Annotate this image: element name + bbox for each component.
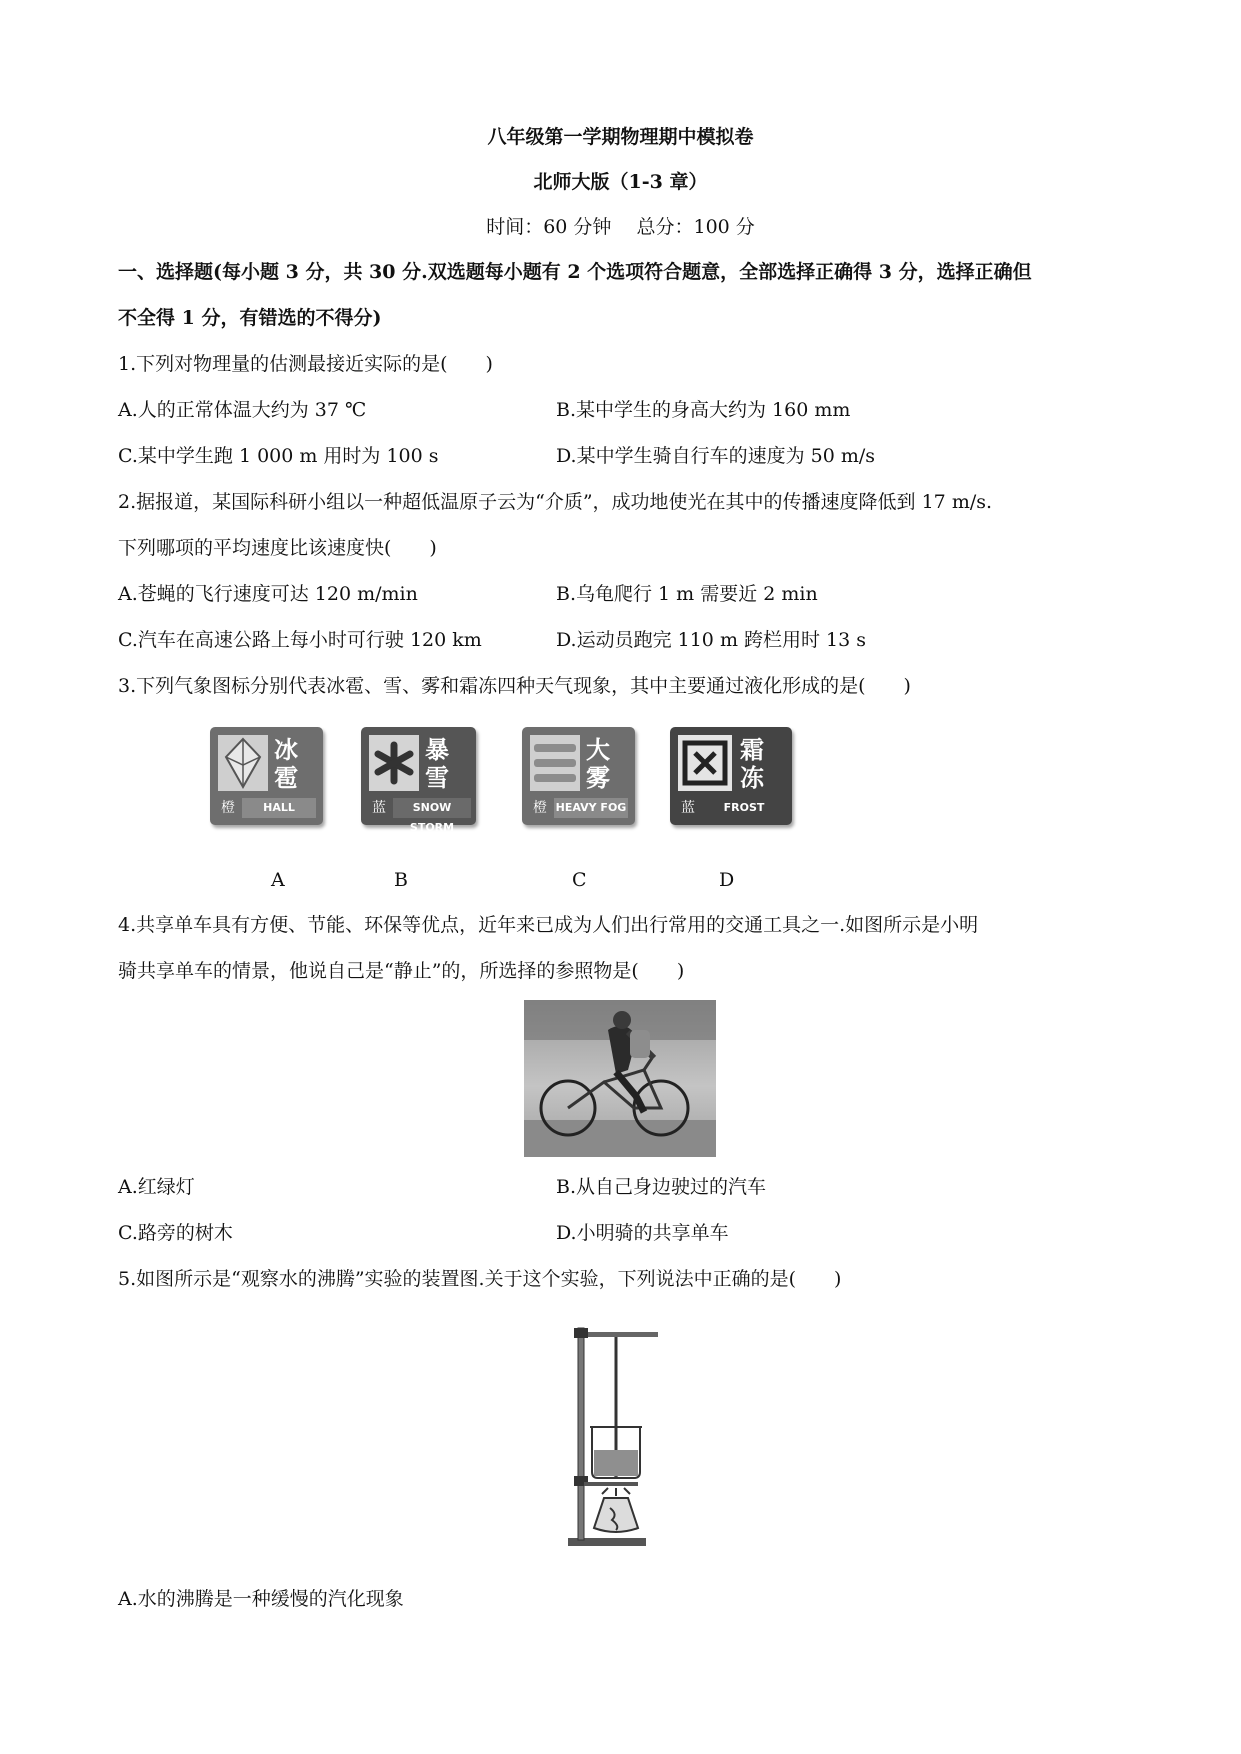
hail-diamond-icon xyxy=(218,735,268,791)
snowstorm-sign-char-1: 暴 xyxy=(425,736,449,764)
question-3-option-d[interactable]: D xyxy=(719,869,735,891)
question-4-option-a[interactable]: A.红绿灯 xyxy=(118,1176,195,1198)
section-heading: 一、选择题(每小题 3 分，共 30 分.双选题每小题有 2 个选项符合题意，全部选择正确得 3 分，选择正确但 xyxy=(118,261,1032,283)
frost-sign-char-2: 冻 xyxy=(740,764,764,792)
question-4-option-d[interactable]: D.小明骑的共享单车 xyxy=(556,1222,729,1244)
question-2-option-b[interactable]: B.乌龟爬行 1 m 需要近 2 min xyxy=(556,583,818,605)
section-heading-cont: 不全得 1 分，有错选的不得分) xyxy=(118,307,382,329)
exam-subtitle: 北师大版（1-3 章） xyxy=(533,171,708,193)
question-4-option-c[interactable]: C.路旁的树木 xyxy=(118,1222,233,1244)
question-1-stem: 1.下列对物理量的估测最接近实际的是( ) xyxy=(118,353,493,375)
question-1-option-c[interactable]: C.某中学生跑 1 000 m 用时为 100 s xyxy=(118,445,439,467)
question-1-option-a[interactable]: A.人的正常体温大约为 37 ℃ xyxy=(118,399,367,421)
question-4-stem: 4.共享单车具有方便、节能、环保等优点，近年来已成为人们出行常用的交通工具之一.如图所示是小明 xyxy=(118,914,979,936)
question-3-option-c[interactable]: C xyxy=(572,869,587,891)
snowflake-icon xyxy=(369,735,419,791)
frost-sign-char-1: 霜 xyxy=(740,736,764,764)
frost-sign xyxy=(670,727,792,825)
question-3-option-a[interactable]: A xyxy=(271,869,285,891)
fog-sign-en: HEAVY FOG xyxy=(554,798,628,818)
hail-sign xyxy=(210,727,323,825)
fog-sign-level: 橙 xyxy=(533,800,547,816)
hail-sign-char-1: 冰 xyxy=(274,736,298,764)
question-2-option-a[interactable]: A.苍蝇的飞行速度可达 120 m/min xyxy=(118,583,418,605)
fog-sign-char-1: 大 xyxy=(586,736,610,764)
hail-sign-en: HALL xyxy=(242,798,316,818)
question-2-option-d[interactable]: D.运动员跑完 110 m 跨栏用时 13 s xyxy=(556,629,867,651)
frost-sign-en: FROST xyxy=(702,798,786,818)
fog-sign xyxy=(522,727,635,825)
hail-sign-char-2: 雹 xyxy=(274,764,298,792)
question-1-option-d[interactable]: D.某中学生骑自行车的速度为 50 m/s xyxy=(556,445,876,467)
question-3-stem: 3.下列气象图标分别代表冰雹、雪、雾和霜冻四种天气现象，其中主要通过液化形成的是( ) xyxy=(118,675,911,697)
frost-sign-level: 蓝 xyxy=(681,800,695,816)
fog-sign-char-2: 雾 xyxy=(586,764,610,792)
question-3-option-b[interactable]: B xyxy=(394,869,408,891)
exam-title: 八年级第一学期物理期中模拟卷 xyxy=(487,126,754,148)
fog-bars-icon xyxy=(530,735,580,791)
question-2-stem: 2.据报道，某国际科研小组以一种超低温原子云为“介质”，成功地使光在其中的传播速度降低到 17 m/s. xyxy=(118,491,993,513)
snowstorm-sign xyxy=(361,727,476,834)
question-5-stem: 5.如图所示是“观察水的沸腾”实验的装置图.关于这个实验，下列说法中正确的是( ) xyxy=(118,1268,842,1290)
snowstorm-sign-en: SNOW STORM xyxy=(393,798,471,818)
hail-sign-level: 橙 xyxy=(221,800,235,816)
question-2-option-c[interactable]: C.汽车在高速公路上每小时可行驶 120 km xyxy=(118,629,482,651)
frost-box-icon xyxy=(678,735,732,791)
snowstorm-sign-level: 蓝 xyxy=(372,800,386,816)
boiling-apparatus-diagram xyxy=(568,1322,668,1552)
question-2-stem-cont: 下列哪项的平均速度比该速度快( ) xyxy=(118,537,437,559)
question-4-stem-cont: 骑共享单车的情景，他说自己是“静止”的，所选择的参照物是( ) xyxy=(118,960,685,982)
question-1-option-b[interactable]: B.某中学生的身高大约为 160 mm xyxy=(556,399,851,421)
question-4-option-b[interactable]: B.从自己身边驶过的汽车 xyxy=(556,1176,767,1198)
snowstorm-sign-char-2: 雪 xyxy=(425,764,449,792)
cyclist-photo xyxy=(524,1000,716,1157)
question-5-option-a[interactable]: A.水的沸腾是一种缓慢的汽化现象 xyxy=(118,1588,404,1610)
weather-sign-row xyxy=(0,727,1241,834)
exam-meta: 时间：60 分钟 总分：100 分 xyxy=(486,216,755,238)
